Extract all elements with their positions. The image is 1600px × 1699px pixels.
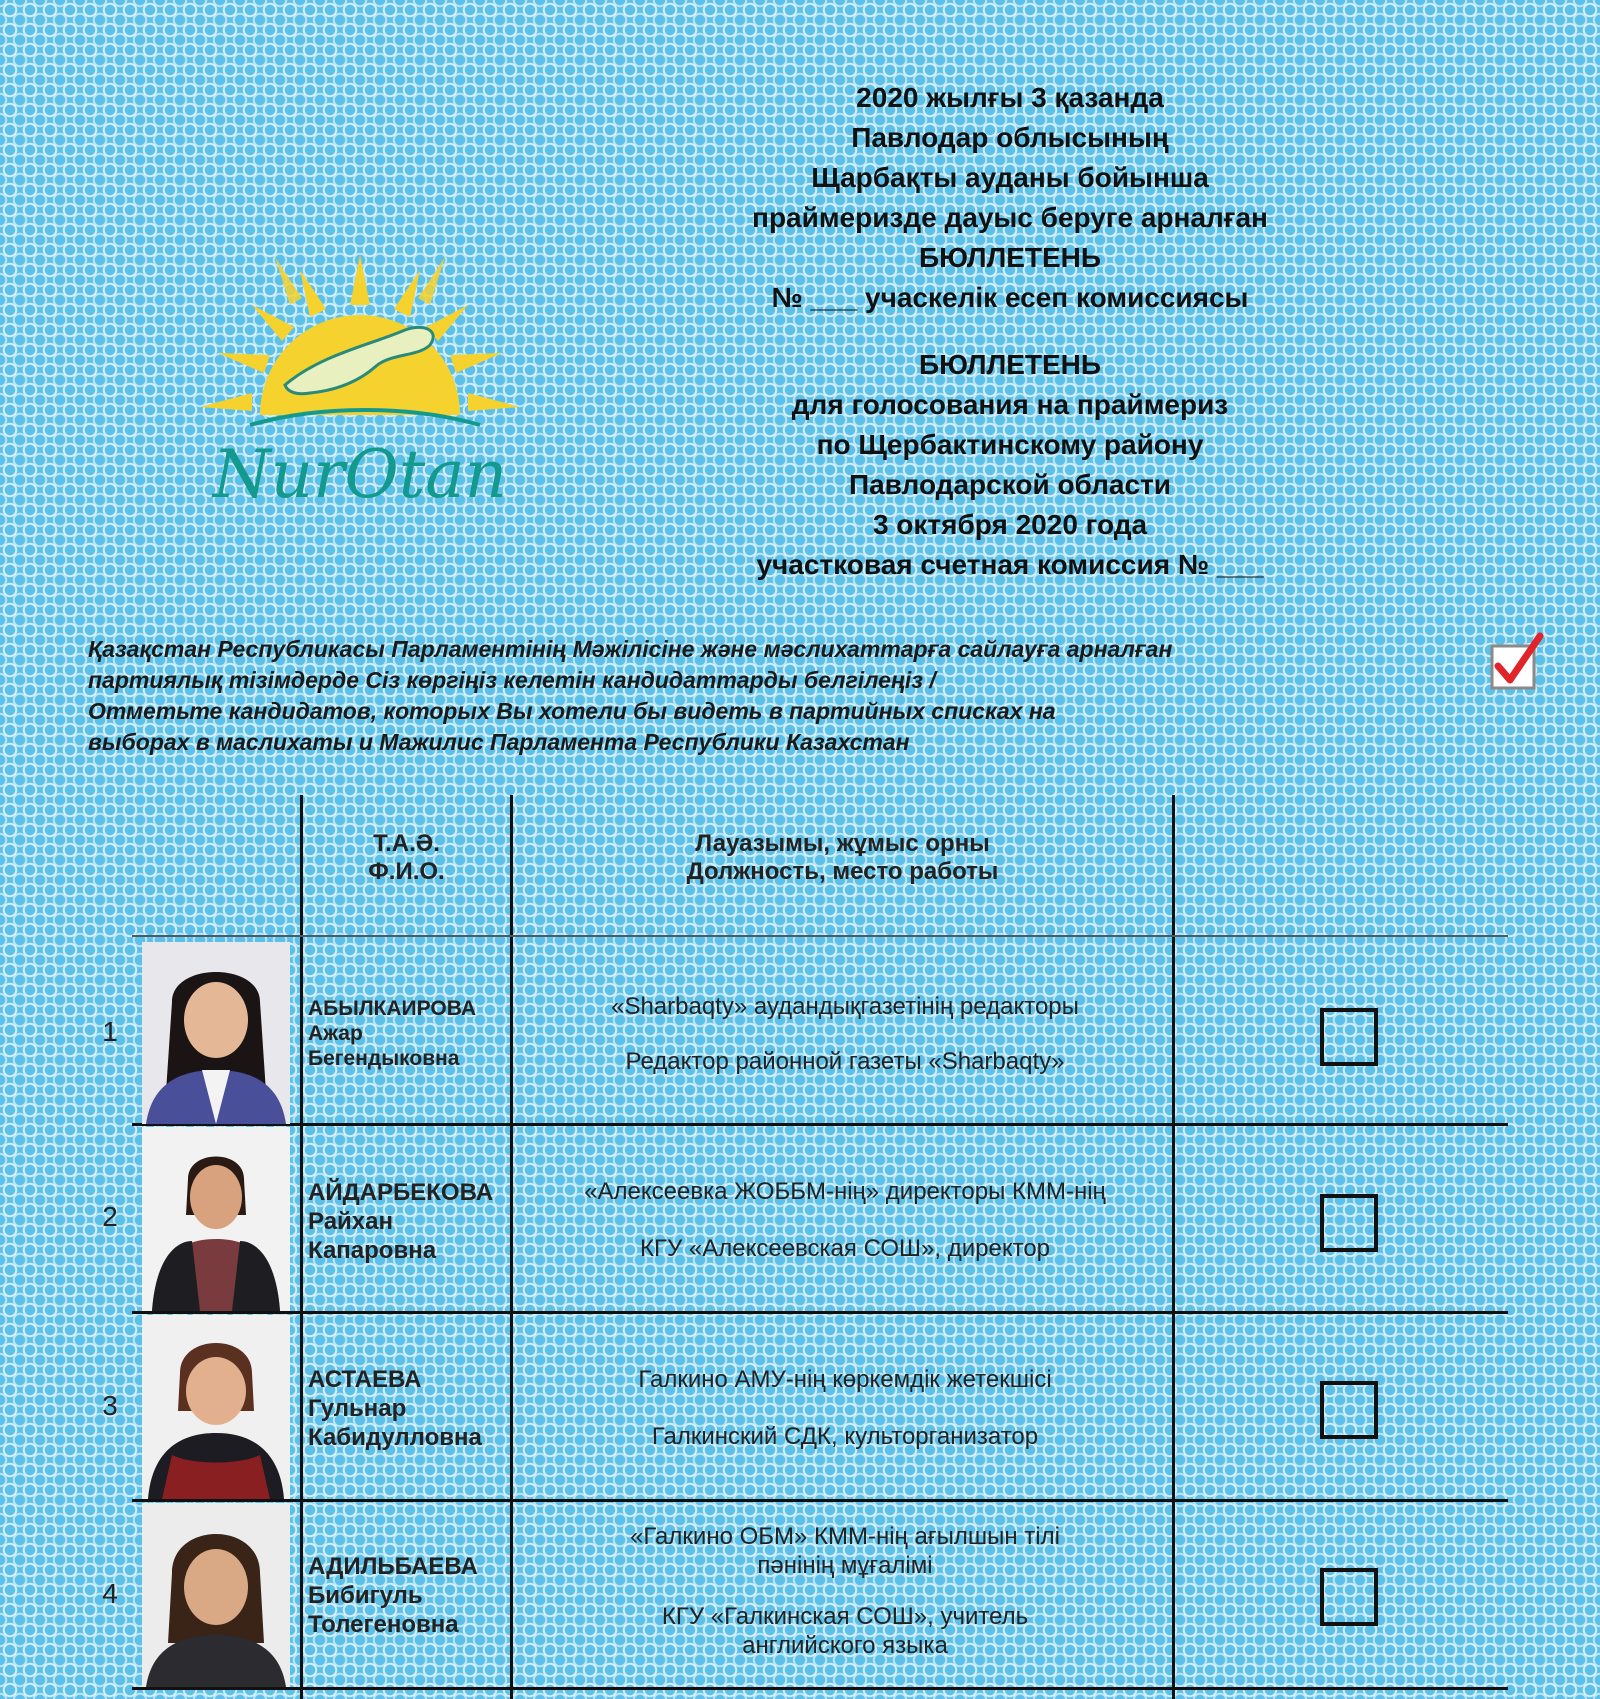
instruction-line: выборах в маслихаты и Мажилис Парламента Республики Казахстан xyxy=(88,729,910,755)
header-name-kz: Т.А.Ә. xyxy=(373,830,440,857)
candidate-position xyxy=(520,1522,1170,1660)
candidate-photo xyxy=(142,1127,290,1311)
ru-heading-line: по Щербактинскому району xyxy=(816,429,1204,460)
kazakh-heading xyxy=(620,78,1400,318)
ru-heading-line: БЮЛЛЕТЕНЬ xyxy=(918,349,1102,380)
kz-heading-line: 2020 жылғы 3 қазанда xyxy=(856,82,1164,113)
candidate-position xyxy=(520,1177,1170,1263)
vote-checkbox[interactable] xyxy=(1320,1008,1378,1066)
kz-heading-line: БЮЛЛЕТЕНЬ xyxy=(918,242,1102,273)
candidate-patronymic: Бегендыковна xyxy=(308,1047,460,1070)
logo-text: NurOtan xyxy=(212,436,508,513)
row-number: 1 xyxy=(102,1016,118,1047)
instruction-line: Отметьте кандидатов, которых Вы хотели бы видеть в партийных списках на xyxy=(88,698,1056,724)
table-divider xyxy=(132,1123,1508,1126)
header-name-ru: Ф.И.О. xyxy=(368,858,445,885)
kz-heading-line: Павлодар облысының xyxy=(851,122,1169,153)
kz-heading-line: праймеризде дауыс беруге арналған xyxy=(752,202,1268,233)
candidate-surname: АДИЛЬБАЕВА xyxy=(308,1553,478,1580)
vote-checkbox[interactable] xyxy=(1320,1381,1378,1439)
vote-checkbox[interactable] xyxy=(1320,1194,1378,1252)
candidate-patronymic: Толегеновна xyxy=(308,1611,459,1638)
position-kz: «Галкино ОБМ» КММ-нің ағылшын тілі пәнінің мұғалімі xyxy=(630,1523,1060,1579)
candidate-surname: АСТАЕВА xyxy=(308,1366,422,1393)
candidate-first-name: Райхан xyxy=(308,1208,393,1235)
voting-instruction xyxy=(88,634,1448,758)
ru-heading-line: Павлодарской области xyxy=(848,469,1171,500)
position-ru: КГУ «Галкинская СОШ», учитель английского языка xyxy=(661,1603,1029,1659)
ru-heading-line: участковая счетная комиссия № ___ xyxy=(756,549,1264,580)
kz-heading-line: № ___ учаскелік есеп комиссиясы xyxy=(771,282,1249,313)
table-divider xyxy=(132,935,1508,937)
candidate-first-name: Гульнар xyxy=(308,1395,407,1422)
candidate-photo xyxy=(142,942,290,1124)
header-position xyxy=(513,830,1172,886)
candidate-first-name: Ажар xyxy=(308,1022,363,1045)
candidate-photo xyxy=(142,1315,290,1499)
position-ru: КГУ «Алексеевская СОШ», директор xyxy=(639,1235,1051,1262)
candidate-photo xyxy=(142,1503,290,1687)
kz-heading-line: Щарбақты ауданы бойынша xyxy=(811,162,1209,193)
table-divider xyxy=(510,795,513,1699)
position-ru: Редактор районной газеты «Sharbaqty» xyxy=(625,1048,1065,1075)
ru-heading-line: для голосования на праймериз xyxy=(791,389,1229,420)
row-number: 4 xyxy=(102,1578,118,1609)
header-name xyxy=(303,830,510,886)
candidate-patronymic: Капаровна xyxy=(308,1237,437,1264)
position-kz: Галкино АМУ-нің көркемдік жетекшісі xyxy=(638,1366,1052,1393)
table-divider xyxy=(300,795,303,1699)
candidate-name xyxy=(308,1552,508,1639)
row-number: 3 xyxy=(102,1390,118,1421)
candidate-name xyxy=(308,1178,508,1265)
candidate-position xyxy=(520,1365,1170,1451)
row-number: 2 xyxy=(102,1201,118,1232)
candidate-position xyxy=(520,992,1170,1076)
vote-checkbox[interactable] xyxy=(1320,1568,1378,1626)
candidate-name xyxy=(308,996,508,1071)
candidate-surname: АБЫЛКАИРОВА xyxy=(308,997,476,1020)
header-position-ru: Должность, место работы xyxy=(686,858,999,885)
position-kz: «Sharbaqty» аудандықгазетінің редакторы xyxy=(611,993,1079,1020)
candidate-first-name: Бибигуль xyxy=(308,1582,423,1609)
table-divider xyxy=(132,1687,1508,1690)
header-position-kz: Лауазымы, жұмыс орны xyxy=(695,830,990,857)
candidate-name xyxy=(308,1365,508,1452)
candidate-surname: АЙДАРБЕКОВА xyxy=(308,1179,494,1206)
checkmark-example-icon xyxy=(1488,630,1546,692)
table-divider xyxy=(1172,795,1175,1699)
position-kz: «Алексеевка ЖОББМ-нің» директоры КММ-нің xyxy=(584,1178,1106,1205)
position-ru: Галкинский СДК, культорганизатор xyxy=(651,1423,1039,1450)
table-divider xyxy=(132,1311,1508,1314)
instruction-line: партиялық тізімдерде Сіз көргіңіз келетін кандидаттарды белгілеңіз / xyxy=(88,667,936,693)
table-divider xyxy=(132,1499,1508,1502)
candidate-patronymic: Кабидулловна xyxy=(308,1424,482,1451)
instruction-line: Қазақстан Республикасы Парламентінің Мәжілісіне және мәслихаттарға сайлауға арналған xyxy=(88,636,1173,662)
nur-otan-logo xyxy=(190,235,530,525)
ru-heading-line: 3 октября 2020 года xyxy=(872,509,1148,540)
russian-heading xyxy=(620,345,1400,585)
